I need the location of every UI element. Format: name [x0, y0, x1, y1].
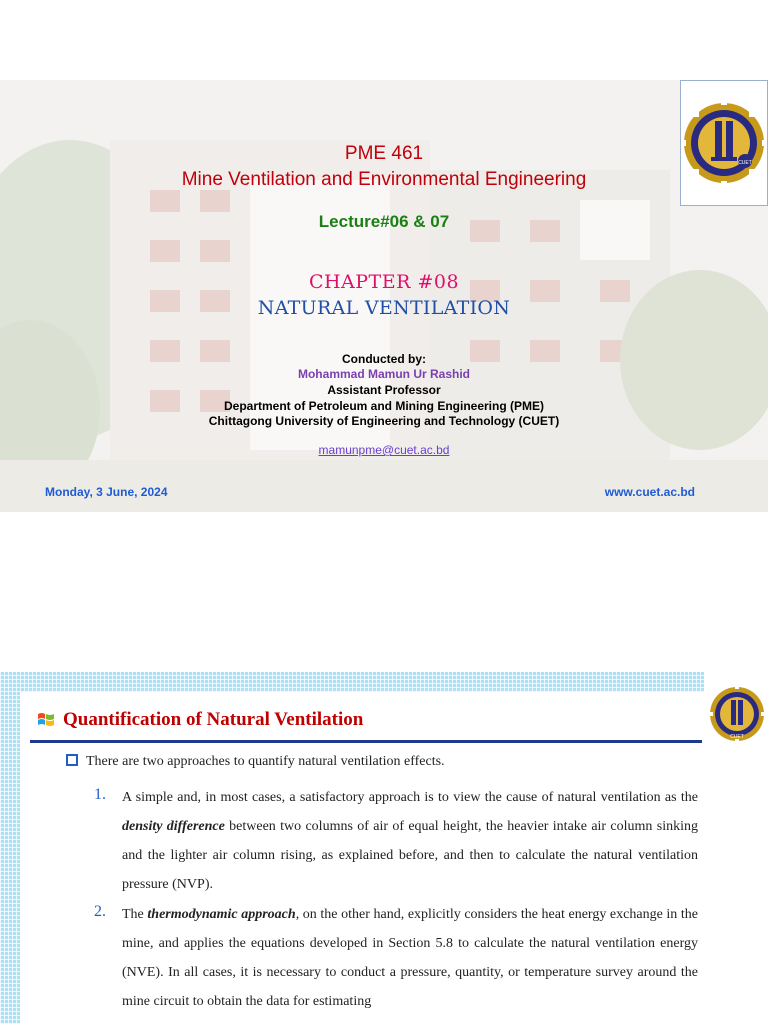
chapter-heading: CHAPTER #08 [308, 271, 460, 293]
university: Chittagong University of Engineering and Technology (CUET) [208, 414, 560, 428]
lecture-number: Lecture#06 & 07 [318, 212, 450, 231]
approach-paragraph-2: The thermodynamic approach, on the other hand, explicitly considers the heat energy exchange in the mine, and applies the equations developed in Section 5.8 to calculate the natural ventilation energy (NVE). In all cases, it is necessary to conduct a pressure, quantity, or temperature survey around the mine circuit to obtain the data for estimating [122, 907, 699, 1009]
cuet-logo-small [708, 676, 766, 752]
decorative-left-border [0, 672, 20, 1024]
cuet-gear-icon [681, 81, 767, 205]
svg-text:CUET: CUET [738, 160, 752, 166]
chapter-topic: NATURAL VENTILATION [257, 297, 511, 319]
svg-text:CUET: CUET [730, 734, 744, 740]
item-number-2: 2. [94, 903, 106, 920]
windows-flag-icon [36, 710, 56, 730]
course-title: Mine Ventilation and Environmental Engineering [181, 169, 587, 190]
author-name: Mohammad Mamun Ur Rashid [297, 367, 471, 381]
approach-paragraph-1: A simple and, in most cases, a satisfactory approach is to view the cause of natural ventilation as the density difference between two columns of air of equal height, the heavier intake air column sinking and the lighter air column rising, as explained before, and then to calculate the natural ventilation pressure (NVP). [122, 790, 698, 892]
decorative-top-border [0, 672, 704, 692]
intro-text: There are two approaches to quantify natural ventilation effects. [86, 754, 445, 769]
item-number-1: 1. [94, 786, 106, 803]
cuet-logo [680, 80, 768, 206]
email-link[interactable]: mamunpme@cuet.ac.bd [318, 443, 450, 457]
slide-title: Quantification of Natural Ventilation [63, 709, 364, 730]
course-code: PME 461 [344, 143, 424, 164]
slide-date: Monday, 3 June, 2024 [45, 485, 168, 499]
website-url: www.cuet.ac.bd [604, 485, 695, 499]
content-slide [0, 672, 768, 1024]
conducted-by-label: Conducted by: [342, 352, 426, 366]
title-slide [0, 80, 768, 512]
title-underline [30, 740, 702, 743]
checkbox-bullet-icon [66, 754, 78, 766]
department: Department of Petroleum and Mining Engineering (PME) [223, 399, 544, 413]
author-position: Assistant Professor [327, 383, 441, 397]
